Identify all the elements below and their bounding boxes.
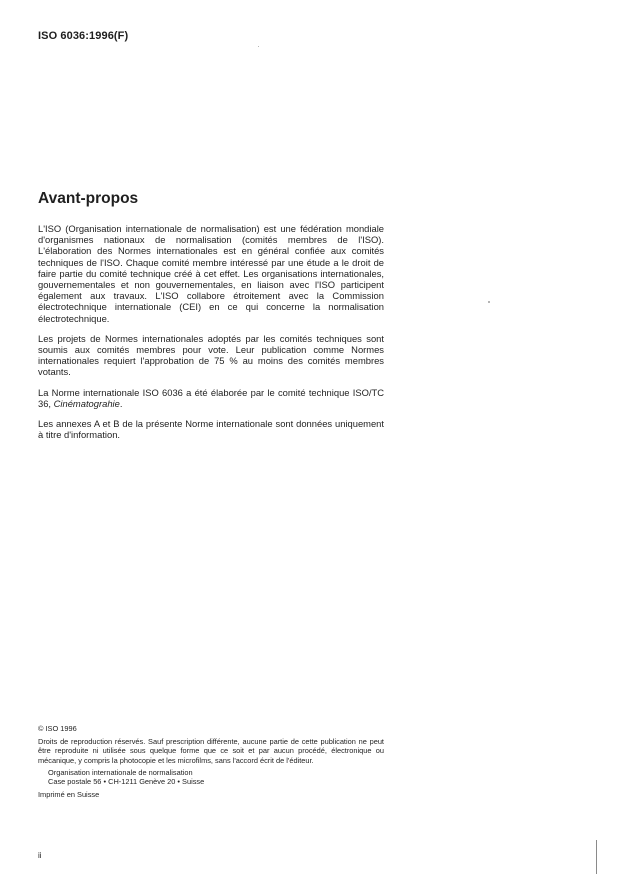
committee-title-emphasis: Cinématograhie	[53, 397, 120, 409]
copyright-notice: © ISO 1996	[38, 724, 77, 733]
paragraph-iso-intro: L'ISO (Organisation internationale de normalisation) est une fédération mondiale d'organismes nationaux de normalisation (comités membres de l'ISO). L'élaboration des Normes internationales est en général confiée aux comités techniques de l'ISO. Chaque comité membre intéressé par une étude a le droit de faire partie du comité technique créé à cet effet. Les organisations internationales, gouvernementales et non gouvernementales, en liaison avec l'ISO participent également aux travaux. L'ISO collabore étroitement avec la Commission électrotechnique internationale (CEI) en ce qui concerne la normalisation électrotechnique.	[38, 223, 384, 324]
page-number: ii	[38, 851, 42, 860]
committee-text-end: .	[119, 397, 123, 409]
scan-mark	[258, 46, 259, 47]
publisher-address: Case postale 56 • CH-1211 Genève 20 • Suisse	[48, 777, 205, 787]
paragraph-annexes: Les annexes A et B de la présente Norme internationale sont données uniquement à titre d'information.	[38, 418, 384, 441]
scan-mark	[488, 301, 490, 303]
copyright-rights: Droits de reproduction réservés. Sauf prescription différente, aucune partie de cette publication ne peut être reproduite ni utilisée sous quelque forme que ce soit et par aucun procédé, électronique ou mécanique, y compris la photocopie et les microfilms, sans l'accord écrit de l'éditeur.	[38, 737, 384, 765]
document-id-header: ISO 6036:1996(F)	[38, 30, 129, 42]
copyright-block	[38, 724, 384, 799]
committee-text: La Norme internationale ISO 6036 a été élaborée par le comité technique ISO/TC 36,	[38, 386, 384, 409]
printed-in: Imprimé en Suisse	[38, 790, 100, 800]
publisher-org: Organisation internationale de normalisation	[48, 767, 193, 777]
paragraph-voting: Les projets de Normes internationales adoptés par les comités techniques sont soumis aux comités membres pour vote. Leur publication comme Normes internationales requiert l'approbation de 75 % au moins des comités membres votants.	[38, 332, 384, 378]
foreword-body	[38, 223, 384, 449]
page-title: Avant-propos	[38, 190, 139, 207]
paragraph-committee	[38, 387, 384, 409]
scan-edge-line	[596, 840, 597, 874]
